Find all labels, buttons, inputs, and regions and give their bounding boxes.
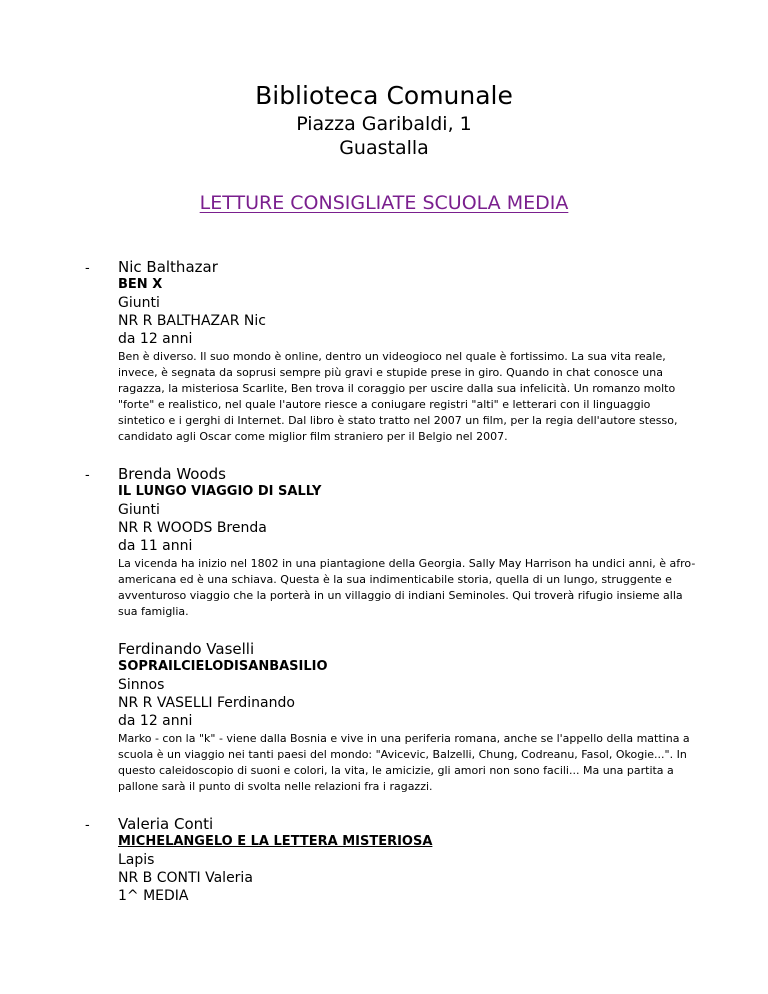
book-author: Nic Balthazar [118, 258, 218, 276]
book-shelfmark: NR R VASELLI Ferdinando [118, 695, 295, 711]
book-age: da 12 anni [118, 713, 193, 729]
book-title: BEN X [118, 277, 163, 292]
book-details [118, 465, 698, 620]
book-description: La vicenda ha inizio nel 1802 in una piantagione della Georgia. Sally May Harrison ha undici anni, è afro-americana ed è una schiava. Questa è la sua indimenticabile storia, quella di un lungo, struggente e avventuroso viaggio che la porterà in un villaggio di indiani Seminoles. Qui troverà rifugio insieme alla sua famiglia. [118, 557, 696, 618]
book-list [0, 258, 768, 925]
book-shelfmark: NR B CONTI Valeria [118, 870, 253, 886]
book-details [118, 258, 698, 445]
book-shelfmark: NR R BALTHAZAR Nic [118, 313, 266, 329]
library-address: Piazza Garibaldi, 1 [296, 113, 472, 135]
library-header [0, 80, 768, 215]
book-publisher: Giunti [118, 295, 160, 311]
book-publisher: Giunti [118, 502, 160, 518]
list-bullet: - [85, 818, 90, 833]
list-bullet: - [85, 468, 90, 483]
book-shelfmark: NR R WOODS Brenda [118, 520, 267, 536]
book-entry [0, 258, 768, 445]
book-description: Marko - con la "k" - viene dalla Bosnia e vive in una periferia romana, anche se l'appello della mattina a scuola è un viaggio nei tanti paesi del mondo: "Avicevic, Balzelli, Chung, Codreanu, Fasol, Okogie...". In questo caleidoscopio di suoni e colori, la vita, le amicizie, gli amori non sono facili... Ma una partita a pallone sarà il punto di svolta nelle relazioni fra i ragazzi. [118, 732, 690, 793]
library-city: Guastalla [339, 137, 429, 159]
book-publisher: Sinnos [118, 677, 165, 693]
book-details [118, 640, 698, 795]
list-bullet: - [85, 261, 90, 276]
book-author: Valeria Conti [118, 815, 214, 833]
book-entry [0, 640, 768, 795]
book-age: 1^ MEDIA [118, 888, 189, 904]
book-author: Ferdinando Vaselli [118, 640, 255, 658]
book-details [118, 815, 698, 905]
book-title: IL LUNGO VIAGGIO DI SALLY [118, 484, 322, 499]
book-title: SOPRAILCIELODISANBASILIO [118, 659, 328, 674]
library-name: Biblioteca Comunale [255, 81, 513, 110]
book-publisher: Lapis [118, 852, 155, 868]
section-title: LETTURE CONSIGLIATE SCUOLA MEDIA [199, 192, 569, 214]
book-age: da 11 anni [118, 538, 193, 554]
book-description: Ben è diverso. Il suo mondo è online, dentro un videogioco nel quale è fortissimo. La sua vita reale, invece, è segnata da soprusi sempre più gravi e stupide prese in giro. Quando in chat conosce una ragazza, la misteriosa Scarlite, Ben trova il coraggio per uscire dalla sua infelicità. Un romanzo molto "forte" e realistico, nel quale l'autore riesce a coniugare registri "alti" e letterari con il linguaggio sintetico e i gerghi di Internet. Dal libro è stato tratto nel 2007 un film, per la regia dell'autore stesso, candidato agli Oscar come miglior film straniero per il Belgio nel 2007. [118, 350, 678, 443]
book-entry [0, 815, 768, 905]
book-title: MICHELANGELO E LA LETTERA MISTERIOSA [118, 834, 433, 849]
book-entry [0, 465, 768, 620]
book-age: da 12 anni [118, 331, 193, 347]
book-author: Brenda Woods [118, 465, 226, 483]
